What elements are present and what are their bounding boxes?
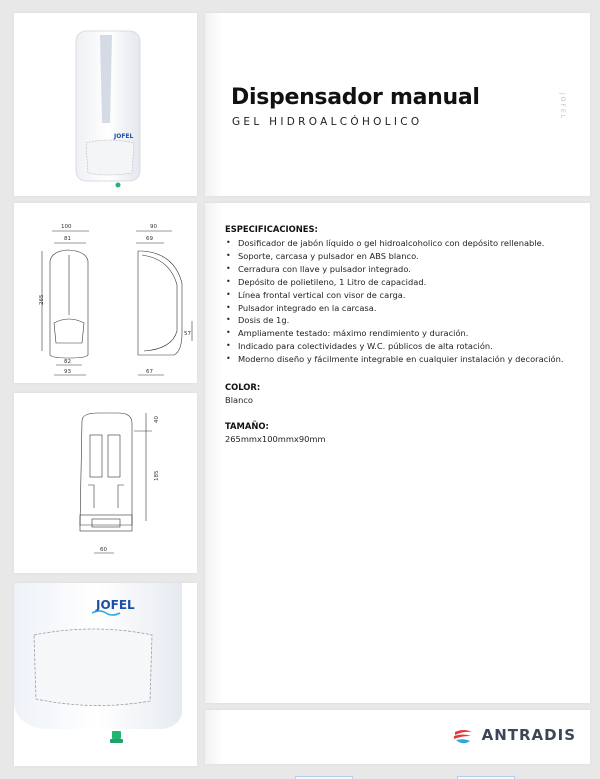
bullet-icon: • xyxy=(226,289,231,299)
dim-back-height: 185 xyxy=(154,470,160,481)
specs-list xyxy=(225,237,585,366)
bullet-icon: • xyxy=(226,250,231,260)
specs-heading: ESPECIFICACIONES: xyxy=(225,224,318,234)
spec-item: • Moderno diseño y fácilmente integrable en cualquier instalación y decoración. xyxy=(226,354,564,365)
dim-side-bottom: 67 xyxy=(146,369,153,375)
product-photo-panel xyxy=(14,13,197,196)
page-title: Dispensador manual xyxy=(231,85,480,110)
dim-front-top-outer: 100 xyxy=(61,224,72,230)
dispenser-photo xyxy=(14,13,197,196)
side-brand-label: JOFEL xyxy=(558,92,566,121)
antradis-globe-icon xyxy=(452,722,478,748)
dim-side-right: 57 xyxy=(184,331,191,337)
bullet-icon: • xyxy=(226,315,231,325)
dim-side-top-inner: 69 xyxy=(146,236,153,242)
size-value: 265mmx100mmx90mm xyxy=(225,434,326,445)
bullet-icon: • xyxy=(226,263,231,273)
spec-item: • Dosis de 1g. xyxy=(226,315,290,326)
jofel-logo: JOFEL xyxy=(96,598,135,612)
spec-item: • Dosificador de jabón líquido o gel hidroalcoholico con depósito rellenable. xyxy=(226,238,545,248)
technical-drawing-front-side xyxy=(14,203,197,383)
pump-nozzle-icon xyxy=(112,731,121,739)
product-closeup-photo-panel xyxy=(14,583,197,766)
dim-front-height: 265 xyxy=(39,294,45,305)
spec-item: • Cerradura con llave y pulsador integrado. xyxy=(226,263,411,274)
specifications-panel xyxy=(205,203,590,703)
bullet-icon: • xyxy=(226,354,231,364)
bullet-icon: • xyxy=(226,302,231,312)
bullet-icon: • xyxy=(226,328,231,338)
dim-side-top-outer: 90 xyxy=(150,224,157,230)
dim-front-bottom-inner: 82 xyxy=(64,359,71,365)
dim-back-bottom: 60 xyxy=(100,547,107,553)
pump-nozzle-icon xyxy=(116,183,121,188)
antradis-logo xyxy=(452,722,576,748)
color-value: Blanco xyxy=(225,395,253,406)
title-panel xyxy=(205,13,590,196)
bullet-icon: • xyxy=(226,238,231,247)
spec-item: • Pulsador integrado en la carcasa. xyxy=(226,302,377,313)
size-heading: TAMAÑO: xyxy=(225,421,269,432)
bullet-icon: • xyxy=(226,276,231,286)
spec-item: • Ampliamente testado: máximo rendimiento y duración. xyxy=(226,328,469,339)
color-section xyxy=(225,382,585,405)
technical-drawing-back xyxy=(14,393,197,573)
antradis-logo-text: ANTRADIS xyxy=(481,726,576,744)
dim-back-top: 40 xyxy=(154,416,160,423)
spec-item: • Depósito de polietileno, 1 Litro de capacidad. xyxy=(226,276,427,287)
size-section xyxy=(225,421,585,444)
jofel-logo-small: JOFEL xyxy=(114,133,134,140)
spec-item: • Línea frontal vertical con visor de carga. xyxy=(226,289,406,300)
spec-item: • Indicado para colectividades y W.C. públicos de alta rotación. xyxy=(226,341,493,352)
bullet-icon: • xyxy=(226,341,231,351)
page-subtitle: GEL HIDROALCÓHOLICO xyxy=(232,116,423,128)
dim-front-top-inner: 81 xyxy=(64,236,71,242)
footer-logo-panel xyxy=(205,710,590,764)
spec-item: • Soporte, carcasa y pulsador en ABS blanco. xyxy=(226,250,419,261)
color-heading: COLOR: xyxy=(225,382,261,393)
dim-front-bottom-outer: 93 xyxy=(64,369,71,375)
